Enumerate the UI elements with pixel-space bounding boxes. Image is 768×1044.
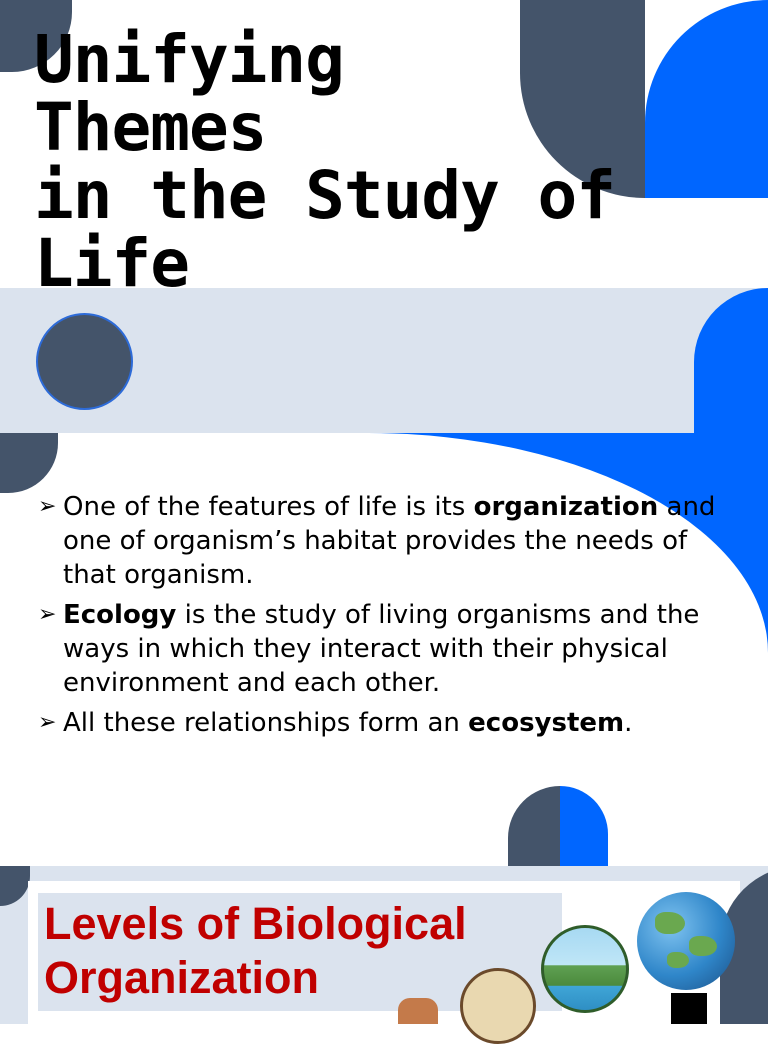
community-icon (460, 968, 536, 1044)
heading-line: Organization (44, 952, 320, 1003)
arrow-bullet-icon: ➢ (38, 710, 57, 735)
bullet-text: and one of organism’s habitat provides the needs of that organism. (63, 492, 716, 590)
bullet-text: All these relationships form an (63, 708, 469, 738)
bullet-item (38, 706, 738, 740)
title-line: Life (34, 225, 189, 288)
ecosystem-icon (541, 925, 629, 1013)
bullet-item (38, 490, 738, 592)
heading-line: Levels of Biological (44, 898, 467, 949)
slide-title (34, 21, 674, 288)
circle-decoration (36, 313, 133, 410)
level-marker (671, 993, 707, 1024)
title-line: Unifying (34, 21, 344, 98)
bullet-keyword: organization (473, 492, 659, 522)
title-slide (0, 0, 768, 288)
bullet-text: . (624, 708, 633, 738)
arrow-bullet-icon: ➢ (38, 602, 57, 627)
bullet-text: One of the features of life is its (63, 492, 474, 522)
people-icon (398, 998, 438, 1024)
band-blue-quarter (694, 288, 768, 433)
title-line: Themes (34, 89, 267, 166)
bullet-item (38, 598, 738, 700)
globe-icon (637, 892, 735, 990)
bullet-keyword: ecosystem (468, 708, 625, 738)
decorative-band (0, 288, 768, 433)
arrow-bullet-icon: ➢ (38, 494, 57, 519)
title-line: in the Study of (34, 157, 616, 234)
corner-decoration (0, 866, 30, 906)
bullet-text: is the study of living organisms and the ways in which they interact with their physical environment and each other. (63, 600, 700, 698)
bullet-list (38, 490, 738, 746)
bullet-keyword: Ecology (63, 600, 177, 630)
